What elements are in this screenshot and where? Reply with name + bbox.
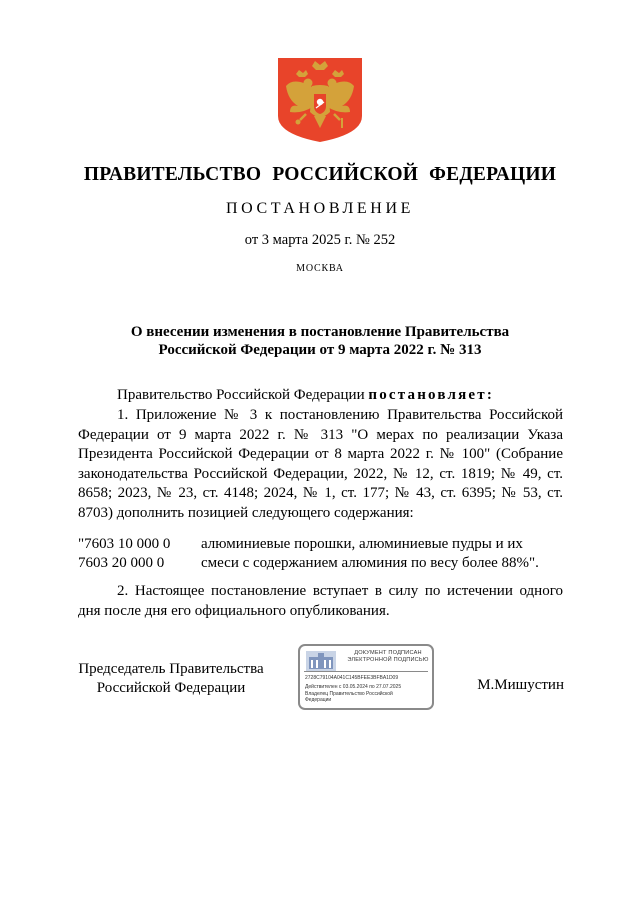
- item-1-paragraph: 1. Приложение № 3 к постановлению Правительства Российской Федерации от 9 марта 2022 г. № 313 "О мерах по реализации Указа Президента Российской Федерации от 8 марта 2022 г. № 100" (Собрание законодательства Российской Федерации, 2022, № 12, ст. 1819; № 49, ст. 8658; 2023, № 23, ст. 4148; 2024, № 1, ст. 177; № 43, ст. 6395; № 53, ст. 8703) дополнить позицией следующего содержания:: [78, 407, 563, 521]
- government-title: ПРАВИТЕЛЬСТВО РОССИЙСКОЙ ФЕДЕРАЦИИ: [83, 164, 557, 185]
- stamp-divider: [304, 671, 428, 672]
- document-type: ПОСТАНОВЛЕНИЕ: [226, 200, 414, 217]
- stamp-validity: Действителен с 03.05.2024 по 27.07.2025: [305, 684, 402, 690]
- signatory-title: [77, 660, 265, 698]
- signatory-name: М.Мишустин: [477, 677, 564, 693]
- stamp-heading: [344, 650, 432, 664]
- document-city: МОСКВА: [296, 263, 344, 274]
- signatory-title-line-2: Российской Федерации: [96, 680, 246, 696]
- intro-resolves: постановляет:: [368, 387, 495, 403]
- document-subject: [0, 323, 640, 359]
- commodity-code: "7603 10 000 0: [78, 536, 171, 552]
- government-building-icon: [306, 651, 336, 671]
- item-2-paragraph: 2. Настоящее постановление вступает в силу по истечении одного дня после дня его официального опубликования.: [78, 583, 563, 619]
- stamp-certificate: 2728C79104A041C145BFEE3BFBA1D09: [305, 675, 399, 681]
- intro-paragraph: [117, 386, 564, 406]
- document-date-number: от 3 марта 2025 г. № 252: [244, 232, 396, 248]
- subject-line-2: Российской Федерации от 9 марта 2022 г. № 313: [158, 342, 482, 358]
- commodity-code: 7603 20 000 0: [78, 554, 165, 571]
- signatory-title-line-1: Председатель Правительства: [78, 661, 264, 677]
- commodity-description: алюминиевые порошки, алюминиевые пудры и их смеси с содержанием алюминия по весу более 88%".: [201, 536, 539, 571]
- commodity-codes: [78, 535, 170, 572]
- subject-line-1: О внесении изменения в постановление Правительства: [130, 324, 510, 340]
- stamp-heading-line-2: ЭЛЕКТРОННОЙ ПОДПИСЬЮ: [347, 657, 429, 663]
- electronic-signature-stamp: [298, 644, 434, 710]
- stamp-owner-line-2: Федерации: [305, 697, 332, 703]
- intro-text: Правительство Российской Федерации: [117, 387, 369, 403]
- stamp-owner-line-1: Владелец Правительство Российской: [305, 691, 393, 697]
- stamp-heading-line-1: ДОКУМЕНТ ПОДПИСАН: [354, 650, 422, 656]
- coat-of-arms-emblem: [276, 56, 364, 144]
